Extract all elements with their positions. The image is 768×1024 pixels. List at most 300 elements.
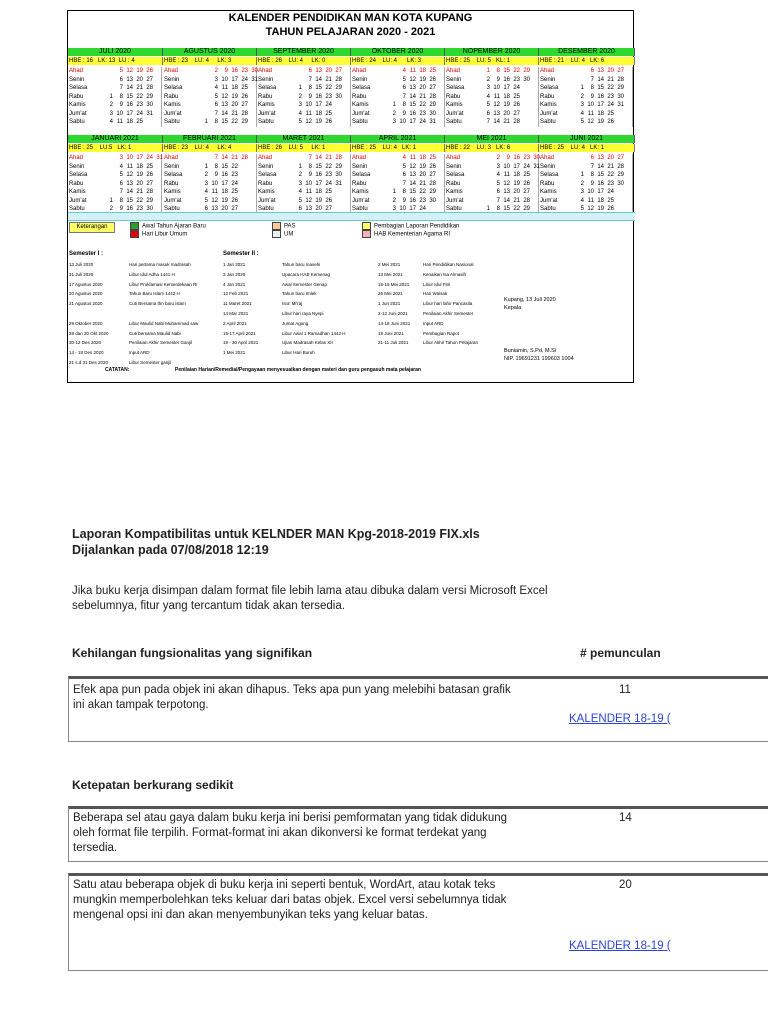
day-number: 20 [503, 110, 510, 117]
legend-item: HAB Kementerian Agama RI [362, 230, 450, 239]
day-number: 3 [496, 163, 500, 170]
day-number: 20 [513, 189, 520, 195]
weekday-label: Ahad [69, 155, 84, 161]
day-number: 8 [496, 68, 500, 74]
day-number: 7 [214, 110, 218, 117]
day-number: 31 [533, 163, 540, 170]
weekday-row [351, 110, 444, 119]
day-number: 30 [429, 197, 436, 204]
day-number: 3 [392, 206, 396, 212]
day-number: 24 [241, 76, 248, 83]
day-number: 3 [298, 180, 302, 187]
day-number: 29 [617, 172, 624, 178]
day-number: 19 [221, 197, 228, 204]
day-number: 12 [126, 68, 133, 74]
event-line: Pembagian Rapot [423, 330, 460, 336]
day-number: 14 [409, 180, 416, 187]
day-number: 6 [214, 102, 218, 108]
day-number: 16 [513, 155, 520, 161]
day-number: 14 [126, 85, 133, 91]
semester-1-dates [69, 260, 109, 368]
day-number: 6 [298, 206, 302, 212]
weekday-label: Selasa [446, 172, 465, 178]
day-number: 16 [503, 76, 510, 83]
day-number: 4 [580, 110, 584, 117]
weekday-label: Senin [352, 163, 368, 170]
day-number: 30 [429, 110, 436, 117]
day-number: 7 [590, 163, 594, 170]
month-header: MARET 2021 [257, 135, 351, 143]
weekday-row [257, 118, 350, 127]
day-number: 13 [503, 189, 510, 195]
day-number: 26 [607, 119, 614, 125]
day-number: 16 [409, 197, 416, 204]
semester-2-label: Semester II : [223, 251, 259, 257]
day-number: 6 [590, 68, 594, 74]
day-number: 14 [597, 76, 604, 83]
month-day-column [445, 154, 539, 214]
day-number: 28 [617, 76, 624, 83]
pink-swatch-icon [362, 230, 371, 238]
day-number: 13 [305, 206, 312, 212]
day-number: 8 [119, 197, 123, 204]
day-number: 25 [241, 85, 248, 91]
weekday-label: Ahad [352, 68, 367, 74]
weekday-label: Ahad [164, 68, 179, 74]
day-number: 26 [241, 93, 248, 100]
month-stats: HBE : 25 LU: 4 LK: 1 [539, 144, 635, 152]
legend-item: UM [272, 230, 293, 239]
day-number: 14 [409, 93, 416, 100]
weekday-row [445, 84, 538, 93]
weekday-label: Kamis [258, 189, 275, 195]
day-number: 8 [308, 85, 312, 91]
weekday-label: Sabtu [352, 206, 368, 212]
legend-item: Hari Libur Umum [130, 230, 187, 239]
day-number: 13 [409, 85, 416, 91]
day-number: 28 [241, 155, 248, 161]
day-number: 25 [607, 197, 614, 204]
weekday-row [539, 76, 632, 85]
event-line: 14 - 18 Des 2020 [69, 350, 104, 356]
day-number: 12 [503, 180, 510, 187]
calendar-grid-2 [68, 154, 635, 215]
weekday-row [257, 67, 350, 76]
event-line [129, 309, 198, 319]
day-number: 18 [597, 110, 604, 117]
day-number: 12 [409, 76, 416, 83]
day-number: 21 [513, 197, 520, 204]
day-number: 2 [392, 110, 396, 117]
day-number: 7 [214, 155, 218, 161]
day-number: 8 [402, 189, 406, 195]
day-number: 13 [597, 68, 604, 74]
event-line: Tahun Baru Islam 1442 H [129, 291, 180, 297]
weekday-row [445, 101, 538, 110]
day-number: 31 [146, 110, 153, 117]
day-number: 27 [231, 206, 238, 212]
yellow-swatch-icon [362, 222, 371, 230]
day-number: 22 [325, 85, 332, 91]
weekday-row [257, 188, 350, 197]
weekday-row [351, 76, 444, 85]
month-day-column [539, 154, 633, 214]
weekday-label: Selasa [164, 172, 183, 178]
day-number: 30 [146, 206, 153, 212]
day-number: 19 [503, 102, 510, 108]
day-number: 28 [335, 76, 342, 83]
day-number: 15 [409, 189, 416, 195]
day-number: 17 [136, 155, 143, 161]
event-line: 15-17 April 2021 [223, 330, 256, 336]
event-line: Cuti bersama Maulid Nabi [129, 330, 181, 336]
day-number: 30 [523, 76, 530, 83]
weekday-row [163, 180, 256, 189]
day-number: 22 [231, 163, 238, 170]
calendar-title: KALENDER PENDIDIKAN MAN KOTA KUPANG [228, 12, 473, 24]
day-number: 1 [204, 119, 208, 125]
day-number: 30 [335, 172, 342, 178]
weekday-row [351, 67, 444, 76]
day-number: 20 [136, 180, 143, 187]
day-number: 17 [315, 180, 322, 187]
signature-nip: NIP. 19691231 199603 1004 [504, 356, 574, 362]
event-line: Libur Hari Buruh [282, 350, 315, 356]
weekday-label: Rabu [540, 180, 555, 187]
weekday-row [68, 171, 161, 180]
day-number: 17 [513, 163, 520, 170]
day-number: 22 [419, 189, 426, 195]
day-number: 26 [146, 68, 153, 74]
weekday-row [445, 171, 538, 180]
day-number: 2 [298, 93, 302, 100]
day-number: 26 [607, 206, 614, 212]
day-number: 23 [607, 93, 614, 100]
day-number: 6 [402, 85, 406, 91]
day-number: 25 [607, 110, 614, 117]
day-number: 2 [204, 172, 208, 178]
day-number: 27 [146, 76, 153, 83]
month-stats: HBE : 24 LU: 4 LK: 3 [351, 57, 445, 65]
month-day-column [68, 154, 162, 214]
month-day-column [257, 154, 351, 214]
day-number: 16 [126, 102, 133, 108]
weekday-row [351, 171, 444, 180]
day-number: 3 [204, 180, 208, 187]
day-number: 4 [496, 172, 500, 178]
day-number: 1 [204, 163, 208, 170]
day-number: 21 [325, 76, 332, 83]
weekday-label: Rabu [540, 93, 555, 100]
day-number: 27 [429, 172, 436, 178]
day-number: 24 [325, 180, 332, 187]
day-number: 25 [136, 119, 143, 125]
signature-role: Kepala [504, 305, 522, 311]
day-number: 17 [597, 102, 604, 108]
day-number: 18 [419, 155, 426, 161]
day-number: 4 [580, 197, 584, 204]
weekday-row [351, 118, 444, 127]
day-number: 20 [607, 155, 614, 161]
day-number: 27 [617, 155, 624, 161]
day-number: 26 [325, 197, 332, 204]
day-number: 25 [325, 189, 332, 195]
weekday-row [257, 180, 350, 189]
weekday-row [163, 76, 256, 85]
day-number: 9 [496, 76, 500, 83]
weekday-label: Jum'at [69, 110, 87, 117]
weekday-label: Jum'at [540, 197, 558, 204]
month-stats: HBE : 23 LU: 4 LK: 4 [163, 144, 257, 152]
weekday-row [351, 101, 444, 110]
day-number: 4 [119, 163, 123, 170]
weekday-row [445, 76, 538, 85]
day-number: 15 [126, 93, 133, 100]
weekday-label: Selasa [540, 172, 559, 178]
day-number: 19 [513, 180, 520, 187]
day-number: 19 [315, 119, 322, 125]
day-number: 31 [617, 102, 624, 108]
event-line: 1 Mei 2021 [223, 350, 246, 356]
weekday-row [163, 171, 256, 180]
legend-label: Keterangan [69, 222, 115, 233]
weekday-label: Kamis [540, 189, 557, 195]
day-number: 25 [523, 172, 530, 178]
day-number: 14 [315, 155, 322, 161]
event-line: Hari Pendidikan Nasional [423, 262, 474, 267]
day-number: 23 [136, 102, 143, 108]
event-line: 11 Maret 2021 [223, 301, 252, 307]
month-header: APRIL 2021 [351, 135, 445, 143]
day-number: 10 [493, 85, 500, 91]
month-header: JANUARI 2021 [68, 135, 163, 143]
day-number: 11 [211, 189, 218, 195]
day-number: 24 [607, 189, 614, 195]
weekday-label: Selasa [352, 85, 371, 91]
day-number: 30 [335, 93, 342, 100]
event-line: Ujian Madrasah Kelas XII [282, 340, 333, 346]
signature-place: Kupang, 13 Juli 2020 [504, 297, 556, 303]
day-number: 24 [419, 119, 426, 125]
weekday-row [351, 84, 444, 93]
weekday-row [257, 154, 350, 163]
day-number: 2 [109, 102, 113, 108]
month-day-column [163, 67, 257, 127]
day-number: 3 [119, 155, 123, 161]
day-number: 24 [136, 110, 143, 117]
event-line: Libur hari raya Nyepi [282, 310, 324, 316]
weekday-label: Rabu [352, 180, 367, 187]
day-number: 11 [503, 172, 510, 178]
day-number: 7 [119, 85, 123, 91]
day-number: 29 [523, 206, 530, 212]
day-number: 20 [231, 102, 238, 108]
day-number: 30 [533, 155, 540, 161]
weekday-label: Selasa [69, 172, 88, 178]
day-number: 29 [146, 197, 153, 204]
day-number: 12 [587, 119, 594, 125]
issue-count: 20 [619, 879, 632, 891]
day-number: 16 [221, 172, 228, 178]
day-number: 31 [251, 76, 258, 83]
weekday-label: Kamis [352, 189, 369, 195]
weekday-label: Senin [69, 163, 85, 170]
day-number: 8 [496, 206, 500, 212]
day-number: 10 [587, 102, 594, 108]
weekday-label: Kamis [258, 102, 275, 108]
weekday-row [257, 110, 350, 119]
day-number: 5 [119, 172, 123, 178]
event-line: 20 Agustus 2020 [69, 291, 103, 297]
day-number: 6 [119, 180, 123, 187]
weekday-row [68, 110, 161, 119]
month-day-column [351, 67, 445, 127]
weekday-row [68, 154, 161, 163]
weekday-label: Selasa [446, 85, 465, 91]
weekday-row [257, 76, 350, 85]
day-number: 5 [486, 102, 490, 108]
day-number: 2 [298, 172, 302, 178]
day-number: 31 [335, 180, 342, 187]
day-number: 27 [513, 110, 520, 117]
day-number: 13 [126, 180, 133, 187]
day-number: 23 [241, 68, 248, 74]
weekday-label: Jum'at [540, 110, 558, 117]
event-line: Libur Maulid Nabi Muhammad saw [129, 320, 199, 326]
day-number: 25 [429, 68, 436, 74]
day-number: 27 [325, 206, 332, 212]
event-line: 29 Oktober 2020 [69, 320, 103, 326]
day-number: 18 [136, 163, 143, 170]
day-number: 25 [325, 110, 332, 117]
weekday-row [257, 93, 350, 102]
day-number: 1 [109, 93, 113, 100]
day-number: 17 [597, 189, 604, 195]
weekday-label: Rabu [446, 180, 461, 187]
day-number: 20 [325, 68, 332, 74]
day-number: 14 [221, 155, 228, 161]
day-number: 20 [419, 172, 426, 178]
day-number: 9 [590, 93, 594, 100]
day-number: 8 [590, 172, 594, 178]
day-number: 11 [221, 85, 228, 91]
day-number: 17 [315, 102, 322, 108]
month-header: NOPEMBER 2020 [445, 48, 539, 56]
weekday-label: Senin [164, 163, 180, 170]
day-number: 22 [513, 206, 520, 212]
day-number: 12 [305, 197, 312, 204]
event-line [69, 309, 109, 319]
weekday-row [257, 197, 350, 206]
day-number: 18 [513, 172, 520, 178]
day-number: 14 [597, 163, 604, 170]
weekday-label: Sabtu [164, 206, 180, 212]
weekday-row [163, 197, 256, 206]
day-number: 25 [513, 93, 520, 100]
day-number: 23 [419, 110, 426, 117]
day-number: 21 [419, 93, 426, 100]
day-number: 28 [617, 163, 624, 170]
day-number: 7 [308, 155, 312, 161]
event-line: 19 - 30 April 2021 [223, 340, 259, 346]
day-number: 11 [493, 93, 500, 100]
day-number: 17 [409, 206, 416, 212]
semester-2b-dates [378, 260, 410, 348]
issue-text: Efek apa pun pada objek ini akan dihapus. Teks apa pun yang melebihi batasan grafik ini akan tampak terpotong. [73, 684, 511, 711]
day-number: 25 [146, 163, 153, 170]
calendar-sheet [67, 10, 634, 383]
month-day-column [539, 67, 633, 127]
event-line: Libur Awal 1 Ramadhan 1442 H [282, 330, 346, 336]
weekday-row [351, 163, 444, 172]
day-number: 9 [308, 172, 312, 178]
weekday-label: Selasa [258, 172, 277, 178]
event-line: Hari Waisak [423, 291, 448, 297]
day-number: 10 [503, 163, 510, 170]
weekday-label: Senin [540, 163, 556, 170]
event-line: Isra' Mi'raj [282, 301, 303, 307]
month-stats: HBE : 26 LU: 4 LK: 0 [257, 57, 351, 65]
day-number: 21 [325, 155, 332, 161]
worksheet-link[interactable]: KALENDER 18-19 ( [569, 940, 671, 952]
day-number: 1 [109, 197, 113, 204]
day-number: 28 [146, 189, 153, 195]
day-number: 13 [211, 206, 218, 212]
day-number: 27 [335, 68, 342, 74]
day-number: 15 [315, 163, 322, 170]
issue-count: 11 [619, 684, 631, 696]
weekday-label: Sabtu [258, 206, 274, 212]
day-number: 16 [315, 172, 322, 178]
weekday-label: Sabtu [164, 119, 180, 125]
day-number: 24 [231, 180, 238, 187]
event-line: 2-12 Juni 2021 [378, 310, 408, 316]
event-line: Penilaian Akhir Semester [423, 310, 474, 316]
day-number: 15 [221, 163, 228, 170]
day-number: 28 [335, 155, 342, 161]
day-number: 11 [126, 163, 133, 170]
orange-swatch-icon [272, 222, 281, 230]
day-number: 21 [607, 76, 614, 83]
day-number: 3 [214, 76, 218, 83]
event-line: 2 Mei 2021 [378, 262, 401, 267]
day-number: 16 [231, 68, 238, 74]
day-number: 7 [119, 189, 123, 195]
event-line: Libur hari lahir Pancasila [423, 301, 473, 307]
day-number: 4 [109, 119, 113, 125]
day-number: 11 [409, 68, 416, 74]
semester-2b-events [423, 260, 478, 348]
event-line: 15-16 Mei 2021 [378, 281, 410, 287]
day-number: 12 [493, 102, 500, 108]
weekday-row [445, 118, 538, 127]
day-number: 22 [231, 119, 238, 125]
weekday-label: Jum'at [352, 110, 370, 117]
day-number: 8 [308, 163, 312, 170]
weekday-row [539, 154, 632, 163]
day-number: 15 [315, 85, 322, 91]
weekday-label: Rabu [69, 93, 84, 100]
day-number: 6 [308, 68, 312, 74]
day-number: 9 [308, 93, 312, 100]
weekday-row [539, 84, 632, 93]
worksheet-link[interactable]: KALENDER 18-19 ( [569, 713, 671, 725]
month-header: DESEMBER 2020 [539, 48, 635, 56]
day-number: 18 [503, 93, 510, 100]
day-number: 2 [580, 93, 584, 100]
weekday-label: Ahad [258, 68, 273, 74]
day-number: 1 [486, 68, 490, 74]
